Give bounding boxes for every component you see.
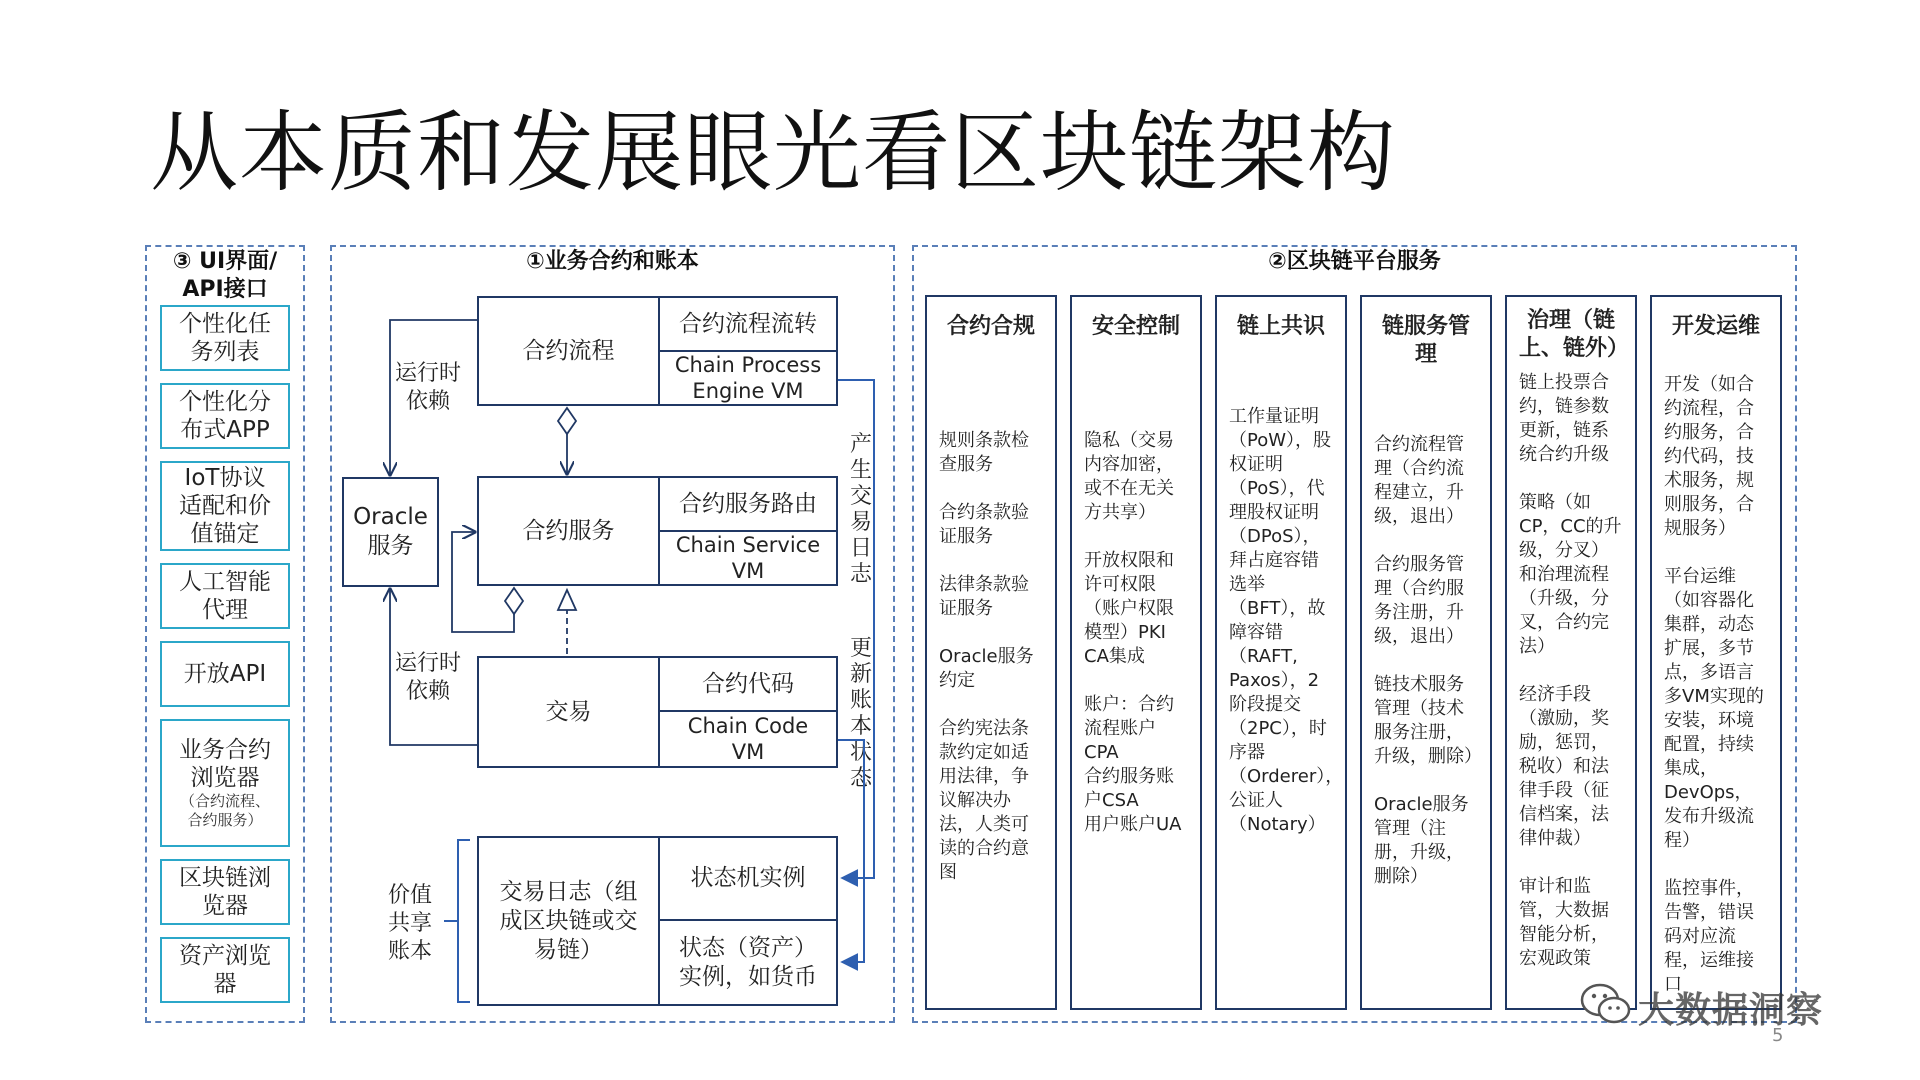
state-update-arrow bbox=[838, 740, 864, 962]
platform-col-chain-service-mgmt bbox=[1360, 295, 1492, 1010]
col-item: 账户：合约流程账户CPA 合约服务账户CSA 用户账户UA bbox=[1084, 694, 1182, 835]
col-title: 链服务管理 bbox=[1381, 314, 1470, 367]
platform-col-contract-compliance bbox=[925, 295, 1057, 1010]
service-self-loop bbox=[452, 532, 514, 632]
runtime-dep-arrow-top bbox=[390, 320, 477, 475]
ui-api-panel-header: ③ UI界面/ API接口 bbox=[172, 249, 278, 302]
col-item: 策略（如CP，CC的升级，分叉）和治理流程（升级，分叉，合约完法） bbox=[1519, 492, 1622, 657]
value-shared-ledger-label: 价值 共享 账本 bbox=[387, 883, 432, 964]
platform-col-devops bbox=[1650, 295, 1782, 1010]
col-item: 合约服务管理（合约服务注册，升级，退出） bbox=[1374, 554, 1464, 647]
page-number: 5 bbox=[1772, 1025, 1784, 1046]
col-item: 监控事件，告警，错误码对应流程，运维接口 bbox=[1664, 878, 1754, 995]
page-title: 从本质和发展眼光看区块链架构 bbox=[150, 101, 1397, 204]
col-item: 开放权限和许可权限（账户权限模型）PKI CA集成 bbox=[1084, 550, 1174, 667]
ledger-bracket bbox=[458, 840, 470, 1002]
col-title: 链上共识 bbox=[1236, 314, 1325, 339]
col-item: 链上投票合约，链参数更新，链系统合约升级 bbox=[1519, 372, 1609, 465]
transaction-log-label: 交易日志（组 成区块链或交 易链） bbox=[499, 878, 638, 963]
chain-code-vm-label: Chain Code VM bbox=[687, 714, 809, 764]
generate-tx-log-label: 产生交易日志 bbox=[849, 432, 872, 587]
col-item: 审计和监管，大数据智能分析，宏观政策 bbox=[1519, 876, 1609, 969]
ui-item-label: 个性化分 布式APP bbox=[179, 389, 271, 443]
col-item: 合约流程管理（合约流程建立，升级，退出） bbox=[1374, 434, 1464, 527]
business-panel-header: ①业务合约和账本 bbox=[526, 249, 699, 274]
chain-service-vm-label: Chain Service VM bbox=[675, 533, 821, 583]
ui-item-label: 人工智能 代理 bbox=[179, 569, 271, 623]
col-item: Oracle服务管理（注册，升级，删除） bbox=[1374, 794, 1469, 887]
watermark-text: 大数据洞察 bbox=[1638, 990, 1824, 1031]
aggregation-diamond-service bbox=[505, 588, 523, 614]
contract-code-label: 合约代码 bbox=[702, 670, 794, 697]
col-item: Oracle服务约定 bbox=[939, 646, 1034, 691]
inheritance-triangle bbox=[558, 590, 576, 610]
col-title: 合约合规 bbox=[946, 314, 1035, 339]
ui-item-label: 业务合约 浏览器 bbox=[179, 737, 271, 791]
state-machine-instance-label: 状态机实例 bbox=[690, 865, 806, 891]
runtime-dependency-label-bottom: 运行时 依赖 bbox=[394, 651, 461, 704]
tx-log-arrow bbox=[838, 380, 874, 878]
transaction-label: 交易 bbox=[545, 698, 592, 725]
ui-item-label: 开放API bbox=[183, 661, 267, 687]
contract-flow-label: 合约流程 bbox=[522, 337, 615, 364]
update-ledger-state-label: 更新账本状态 bbox=[849, 636, 872, 791]
runtime-dependency-label-top: 运行时 依赖 bbox=[394, 361, 461, 414]
col-item: 开发（如合约流程，合约服务，合约代码，技术服务，规则服务，合规服务） bbox=[1664, 374, 1754, 539]
col-title: 安全控制 bbox=[1091, 314, 1180, 339]
col-item: 隐私（交易内容加密，或不在无关方共享） bbox=[1084, 430, 1174, 523]
platform-panel-header: ②区块链平台服务 bbox=[1268, 249, 1441, 274]
col-item: 合约条款验证服务 bbox=[939, 502, 1029, 547]
platform-col-governance bbox=[1505, 295, 1637, 1010]
col-item: 合约宪法条款约定如适用法律，争议解决办法，人类可读的合约意图 bbox=[939, 718, 1029, 883]
contract-service-routing-label: 合约服务路由 bbox=[679, 490, 817, 517]
ui-item-label: IoT协议 适配和价 值锚定 bbox=[179, 465, 271, 547]
chain-process-engine-label: Chain Process Engine VM bbox=[674, 353, 822, 403]
contract-flow-transfer-label: 合约流程流转 bbox=[679, 310, 817, 337]
platform-col-onchain-consensus bbox=[1215, 295, 1347, 1010]
col-item: 经济手段（激励，奖励，惩罚，税收）和法律手段（征信档案，法律仲裁） bbox=[1519, 684, 1609, 849]
platform-col-security-control bbox=[1070, 295, 1202, 1010]
col-title: 治理（链上、链外） bbox=[1519, 308, 1630, 361]
wechat-icon bbox=[1578, 980, 1634, 1028]
contract-service-label: 合约服务 bbox=[522, 517, 615, 544]
ui-item-sublabel: （合约流程、 合约服务） bbox=[179, 792, 270, 829]
col-title: 开发运维 bbox=[1671, 314, 1760, 339]
ui-item-label: 资产浏览 器 bbox=[179, 943, 271, 997]
runtime-dep-arrow-bottom bbox=[390, 589, 477, 745]
ui-item-label: 个性化任 务列表 bbox=[179, 311, 271, 365]
state-asset-instance-label: 状态（资产） 实例，如货币 bbox=[679, 934, 817, 990]
col-item: 规则条款检查服务 bbox=[939, 430, 1029, 475]
col-item: 平台运维（如容器化集群，动态扩展，多节点，多语言多VM实现的安装，环境配置，持续集成，DevOps，发布升级流程） bbox=[1664, 566, 1764, 851]
col-item: 法律条款验证服务 bbox=[939, 574, 1029, 619]
col-item: 链技术服务管理（技术服务注册，升级，删除） bbox=[1374, 674, 1482, 767]
col-item: 工作量证明（PoW），股权证明（PoS），代理股权证明（DPoS），拜占庭容错选举（BFT），故障容错（RAFT, Paxos），2阶段提交（2PC），时序器（Orderer），公证人（Notary） bbox=[1229, 406, 1344, 835]
aggregation-diamond-flow bbox=[558, 408, 576, 434]
ui-item-label: 区块链浏 览器 bbox=[179, 865, 271, 919]
oracle-service-label: Oracle 服务 bbox=[353, 504, 428, 559]
